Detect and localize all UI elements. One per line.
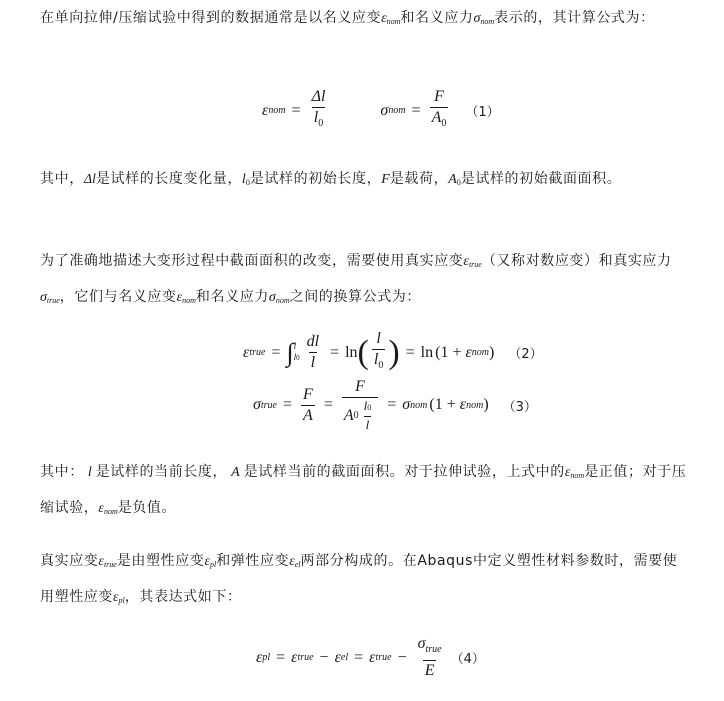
paragraph-plastic-strain: 真实应变$\varepsilon_{true}$是由塑性应变$\varepsilon_{pl}$和弹性应变$\varepsilon_{el}$两部分构成的。在Abaqus中定义塑性材料参数时，需要使用塑性应变$\varepsilon_{pl}$，其表达式如下： [40, 553, 678, 605]
paragraph-nominal-intro [40, 2, 690, 38]
symbol-epsilon-pl: $\varepsilon_{pl}$ [113, 590, 125, 605]
symbol-epsilon-nom: $\varepsilon_{nom}$ [176, 290, 196, 305]
symbol-delta-l: Δl [83, 172, 96, 187]
text: 在单向拉伸/压缩试验中得到的数据通常是以名义应变 [40, 10, 382, 26]
symbol-A: A [231, 465, 240, 480]
fraction: $\frac{\Delta l}{l_0}$ [310, 88, 328, 133]
equation-3: σ true = $\frac{F}{A}$ = F A 0 $\frac{l0}{l}$ = σ nom (1 + ε nom ) （3） [253, 378, 537, 432]
equation-4: ε pl = ε true − ε el = ε true − $\frac{\sigma_{true}}{E}$ （4） [256, 635, 485, 679]
paragraph-true-intro: 为了准确地描述大变形过程中截面面积的改变，需要使用真实应变$\varepsilon_{true}$（又称对数应变）和真实应力$\sigma_{true}$，它们与名义应变$\varepsilon_{nom}$和名义应力$\sigma_{nom}$之间的换算公式为： [40, 253, 672, 305]
symbol-epsilon-nom: $\varepsilon_{nom}$ [564, 465, 585, 480]
symbol-epsilon-pl: $\varepsilon_{pl}$ [204, 554, 217, 569]
equation-1: ε nom = $\frac{\Delta l}{l_0}$ σ nom = $\frac{F}{A_0}$ （1） [262, 88, 500, 133]
equation-number: （1） [465, 105, 500, 120]
symbol-l: l [87, 465, 92, 480]
symbol-epsilon-true: $\varepsilon_{true}$ [98, 554, 117, 569]
equation-number: （2） [508, 347, 543, 362]
symbol-sigma-true: $\sigma_{true}$ [40, 290, 60, 305]
symbol-sigma-nom: $\sigma_{nom}$ [268, 290, 290, 305]
fraction: $\frac{F}{A_0}$ [430, 88, 449, 133]
paragraph-definitions: 其中，Δl是试样的长度变化量，$l_0$是试样的初始长度，F是载荷，$A_0$是试样的初始截面面积。 [40, 171, 622, 187]
symbol-epsilon-nom: $\varepsilon_{nom}$ [381, 11, 401, 26]
symbol-F: F [381, 172, 390, 187]
symbol-epsilon-el: $\varepsilon_{el}$ [289, 554, 301, 569]
symbol-l0: $l_0$ [241, 172, 250, 187]
text: 和名义应力 [400, 10, 474, 26]
symbol-epsilon-true: $\varepsilon_{true}$ [463, 254, 482, 269]
equation-number: （4） [450, 652, 485, 667]
text: 表示的，其计算公式为： [494, 10, 655, 26]
symbol-A0: $A_0$ [448, 172, 461, 187]
symbol-epsilon-nom: $\varepsilon_{nom}$ [98, 501, 118, 516]
equation-number: （3） [502, 399, 537, 415]
symbol-sigma-nom: $\sigma_{nom}$ [473, 11, 495, 26]
equation-2: ε true = ∫ l l0 $\frac{dl}{l}$ = ln ( $\frac{l}{l_0}$ ) = ln (1 + ε nom ) （2） [243, 330, 543, 375]
paragraph-current-length: 其中： l 是试样的当前长度， A 是试样当前的截面面积。对于拉伸试验，上式中的$\varepsilon_{nom}$是正值；对于压缩试验，$\varepsilon_{nom}$是负值。 [40, 464, 687, 516]
